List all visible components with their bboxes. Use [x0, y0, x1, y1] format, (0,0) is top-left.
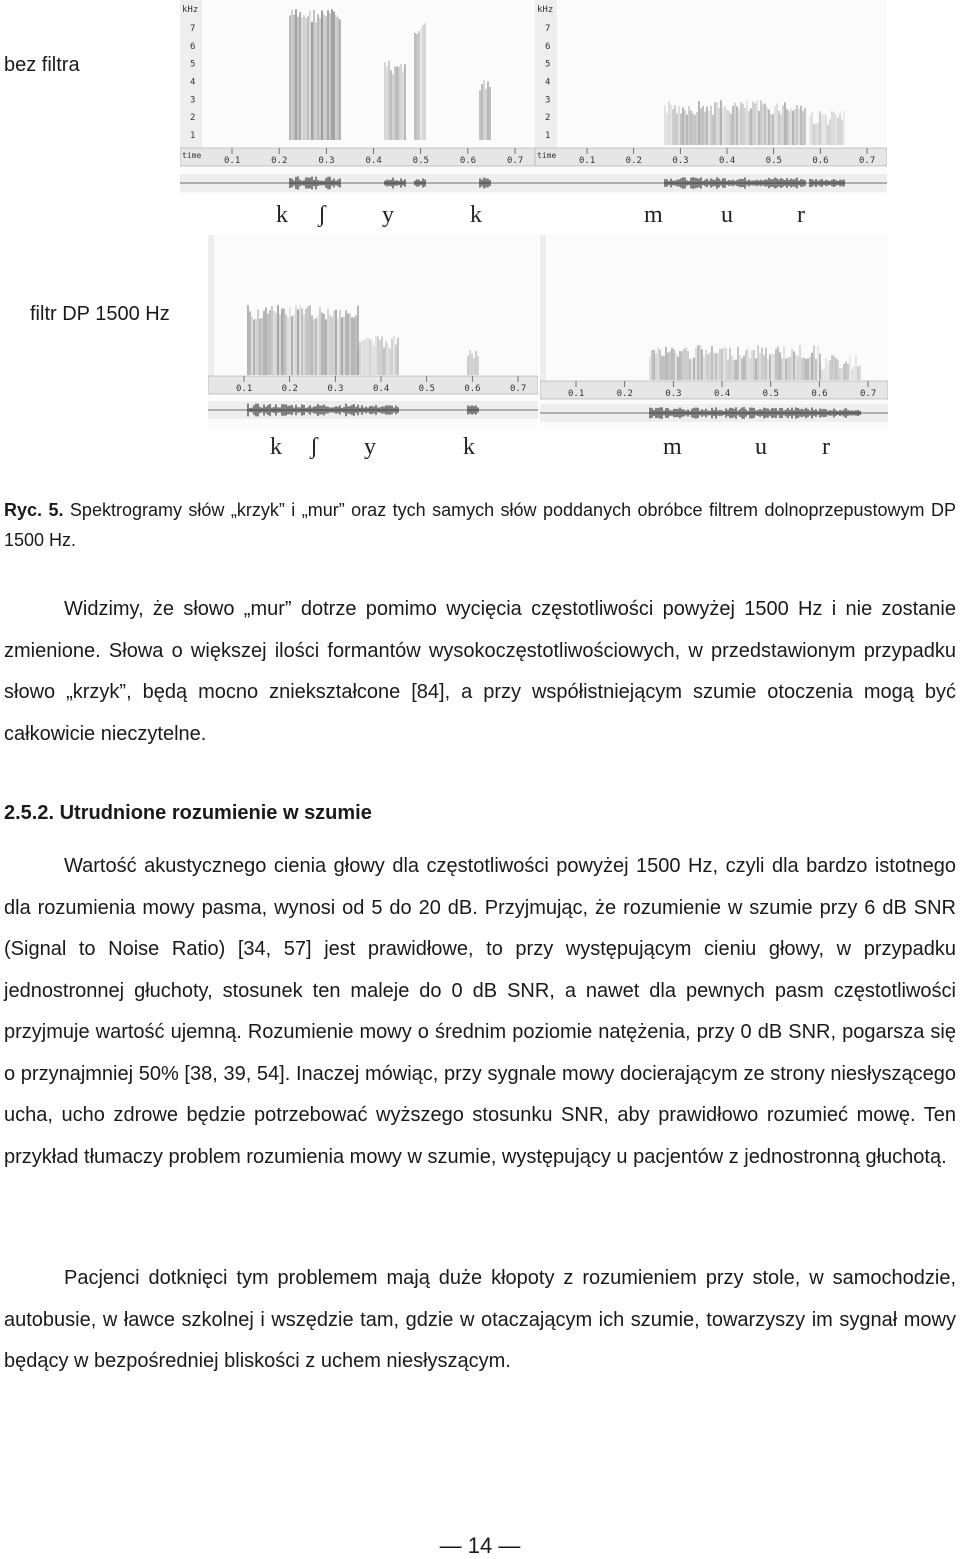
- section-heading: [4, 802, 372, 825]
- frequency-tick-label: 1: [190, 131, 196, 142]
- paragraph-2: [4, 846, 956, 1178]
- phoneme-label: k: [270, 434, 282, 460]
- frequency-tick-label: 4: [190, 77, 196, 88]
- row-label-filtered: filtr DP 1500 Hz: [30, 303, 170, 325]
- time-tick-label: 0.2: [625, 156, 642, 166]
- time-tick-label: 0.1: [579, 156, 596, 166]
- frequency-tick-label: 2: [545, 113, 551, 124]
- phoneme-label: u: [755, 434, 767, 460]
- frequency-tick-label: 6: [190, 41, 196, 52]
- phoneme-label: k: [470, 202, 482, 228]
- frequency-tick-label: 7: [545, 23, 551, 34]
- section-number: 2.5.2.: [4, 802, 55, 824]
- time-tick-label: 0.4: [365, 156, 382, 166]
- time-tick-label: 0.6: [459, 156, 477, 166]
- frequency-tick-label: 5: [545, 59, 551, 70]
- time-tick-label: 0.5: [765, 156, 782, 166]
- frequency-axis: [540, 235, 546, 385]
- time-tick-label: 0.7: [507, 156, 524, 166]
- page-number: — 14 —: [439, 1533, 521, 1558]
- time-axis-label: time: [182, 151, 202, 160]
- paragraph-1: [4, 589, 956, 755]
- time-tick-label: 0.3: [327, 384, 344, 394]
- time-tick-label: 0.6: [812, 156, 829, 166]
- spectrogram-svg: [208, 235, 538, 430]
- frequency-unit-label: kHz: [182, 5, 199, 15]
- frequency-unit-label: kHz: [537, 5, 554, 15]
- spectrogram-krzyk-filtered: [208, 235, 538, 430]
- time-tick-label: 0.6: [464, 384, 481, 394]
- frequency-tick-label: 5: [190, 59, 196, 70]
- spectrogram-mur-unfiltered: [535, 0, 887, 195]
- paragraph-text: Pacjenci dotknięci tym problemem mają duże kłopoty z rozumieniem przy stole, w samochodzie, autobusie, w ławce szkolnej i wszędzie tam, gdzie w otaczającym ich szumie, towarzyszy im sygnał mowy będący w bezpośredniej bliskości z uchem niesłyszącym.: [4, 1267, 956, 1372]
- time-tick-label: 0.3: [672, 156, 689, 166]
- time-tick-label: 0.1: [224, 156, 241, 166]
- phoneme-label: m: [663, 434, 682, 460]
- section-title: Utrudnione rozumienie w szumie: [59, 802, 372, 824]
- phoneme-label: ʃ: [310, 434, 318, 460]
- time-tick-label: 0.4: [714, 389, 731, 399]
- frequency-tick-label: 4: [545, 77, 551, 88]
- time-tick-label: 0.2: [271, 156, 288, 166]
- spectrogram-svg: [540, 235, 888, 430]
- paragraph-text: Widzimy, że słowo „mur” dotrze pomimo wycięcia częstotliwości powyżej 1500 Hz i nie zostanie zmienione. Słowa o większej ilości formantów wysokoczęstotliwościowych, w przedstawionym przypadku słowo „krzyk”, będą mocno zniekształcone [84], a przy współistniejącym szumie otoczenia mogą być całkowicie nieczytelne.: [4, 598, 956, 745]
- caption-prefix: Ryc. 5.: [4, 500, 64, 520]
- phoneme-label: m: [644, 202, 663, 228]
- frequency-tick-label: 7: [190, 23, 196, 34]
- time-tick-label: 0.2: [281, 384, 298, 394]
- spectrogram-mur-filtered: [540, 235, 888, 430]
- time-tick-label: 0.7: [860, 389, 877, 399]
- figure-caption: [4, 495, 956, 555]
- time-tick-label: 0.2: [616, 389, 633, 399]
- time-tick-label: 0.7: [510, 384, 527, 394]
- time-tick-label: 0.5: [412, 156, 429, 166]
- phoneme-label: ʃ: [318, 202, 326, 228]
- frequency-tick-label: 6: [545, 41, 551, 52]
- time-tick-label: 0.6: [811, 389, 828, 399]
- phoneme-label: k: [276, 202, 288, 228]
- frequency-axis: [180, 0, 202, 150]
- phoneme-label: y: [364, 434, 376, 460]
- spectrogram-krzyk-unfiltered: [180, 0, 535, 195]
- time-tick-label: 0.7: [859, 156, 876, 166]
- time-tick-label: 0.3: [665, 389, 682, 399]
- time-tick-label: 0.4: [719, 156, 736, 166]
- frequency-tick-label: 3: [190, 95, 196, 106]
- phoneme-label: r: [822, 434, 830, 460]
- time-tick-label: 0.5: [762, 389, 779, 399]
- frequency-axis: [535, 0, 557, 150]
- phoneme-label: y: [382, 202, 394, 228]
- caption-text: Spektrogramy słów „krzyk” i „mur” oraz tych samych słów poddanych obróbce filtrem dolnoprzepustowym DP 1500 Hz.: [4, 500, 956, 550]
- frequency-tick-label: 1: [545, 131, 551, 142]
- frequency-tick-label: 3: [545, 95, 551, 106]
- time-tick-label: 0.4: [373, 384, 390, 394]
- phoneme-label: u: [721, 202, 733, 228]
- time-tick-label: 0.5: [418, 384, 435, 394]
- phoneme-label: r: [797, 202, 805, 228]
- spectrogram-svg: [180, 0, 535, 195]
- paragraph-3: [4, 1258, 956, 1383]
- frequency-axis: [208, 235, 214, 380]
- spectrogram-svg: [535, 0, 887, 195]
- time-tick-label: 0.3: [318, 156, 335, 166]
- time-axis-label: time: [537, 151, 557, 160]
- panel-background: [540, 235, 888, 430]
- frequency-tick-label: 2: [190, 113, 196, 124]
- row-label-unfiltered: bez filtra: [4, 54, 80, 76]
- paragraph-text: Wartość akustycznego cienia głowy dla częstotliwości powyżej 1500 Hz, czyli dla bardzo istotnego dla rozumienia mowy pasma, wynosi od 5 do 20 dB. Przyjmując, że rozumienie w szumie przy 6 dB SNR (Signal to Noise Ratio) [34, 57] jest prawidłowe, to przy występującym cieniu głowy, w przypadku jednostronnej głuchoty, stosunek ten maleje do 0 dB SNR, a nawet dla pewnych pasm częstotliwości przyjmuje wartość ujemną. Rozumienie mowy o średnim poziomie natężenia, przy 0 dB SNR, pogarsza się o przynajmniej 50% [38, 39, 54]. Inaczej mówiąc, przy sygnale mowy docierającym ze strony niesłyszącego ucha, ucho zdrowe będzie potrzebować wyższego stosunku SNR, aby prawidłowo rozumieć mowę. Ten przykład tłumaczy problem rozumienia mowy w szumie, występujący u pacjentów z jednostronną głuchotą.: [4, 855, 956, 1168]
- time-tick-label: 0.1: [236, 384, 253, 394]
- phoneme-label: k: [463, 434, 475, 460]
- time-tick-label: 0.1: [568, 389, 585, 399]
